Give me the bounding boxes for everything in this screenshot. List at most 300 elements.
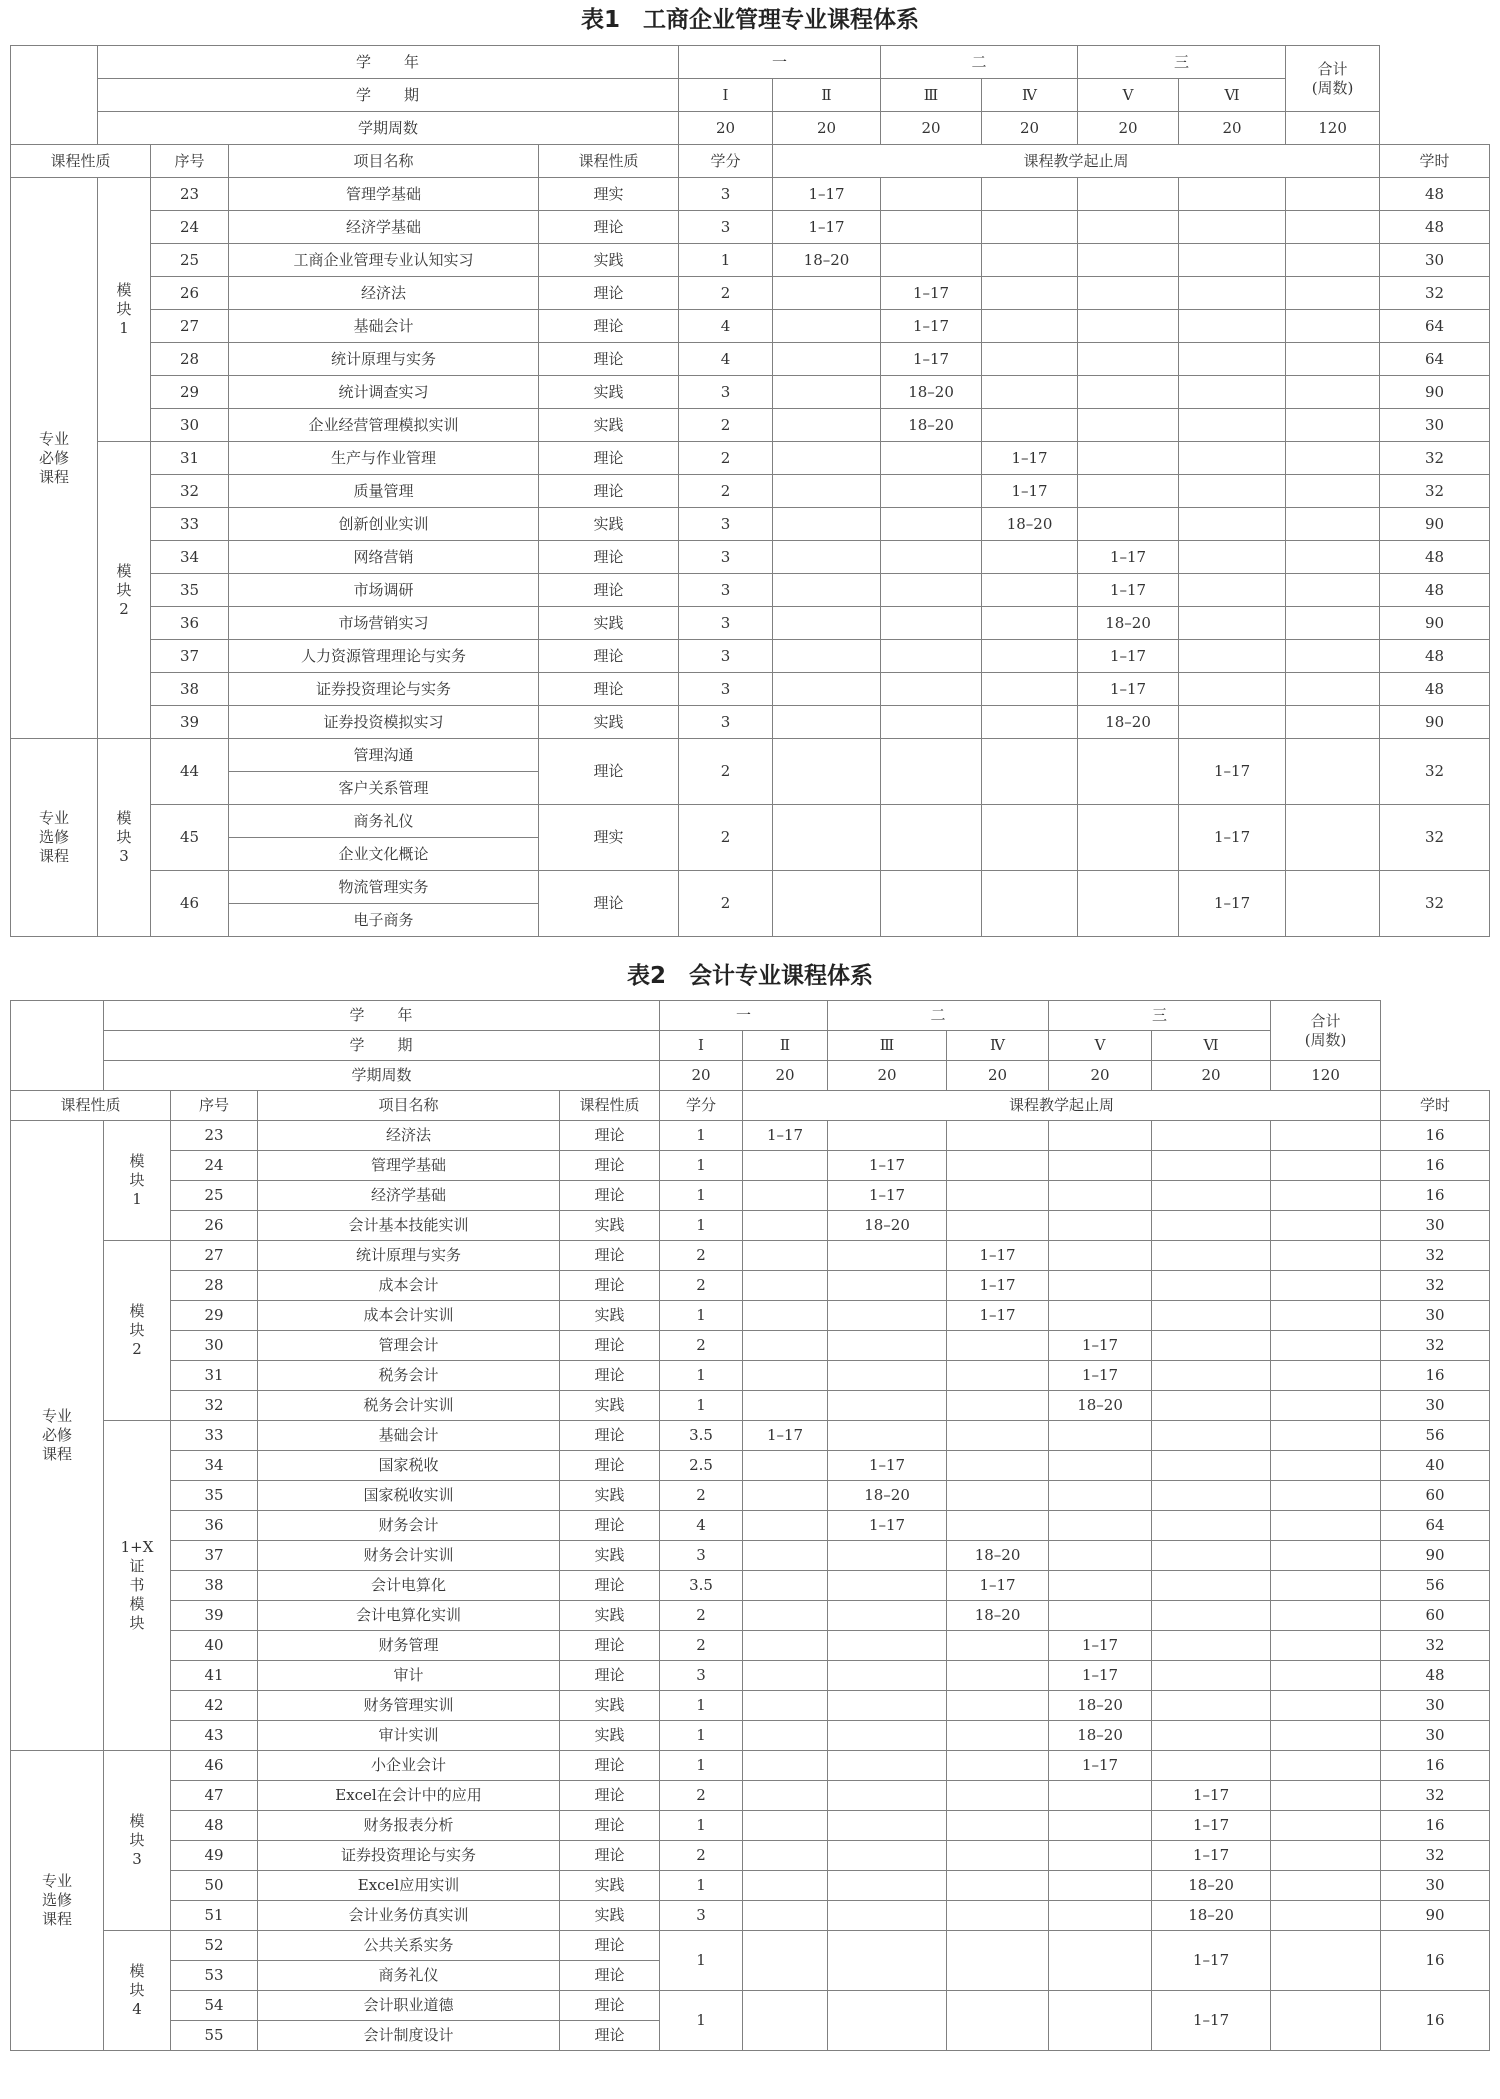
term-4: Ⅳ (947, 1031, 1049, 1061)
term-weeks-2: 20 (773, 112, 881, 145)
teaching-weeks: 18–20 (947, 1541, 1049, 1571)
course-type: 实践 (539, 508, 679, 541)
course-type: 理论 (560, 1511, 660, 1541)
empty-term-cell (881, 508, 982, 541)
empty-term-cell (1286, 607, 1380, 640)
teaching-weeks: 18–20 (1049, 1721, 1152, 1751)
course-credit: 2 (660, 1841, 743, 1871)
course-credit: 2 (660, 1271, 743, 1301)
empty-term-cell (743, 1151, 828, 1181)
empty-term-cell (947, 1511, 1049, 1541)
course-row (11, 1421, 1490, 1451)
empty-term-cell (1271, 1121, 1381, 1151)
empty-term-cell (1078, 508, 1179, 541)
empty-term-cell (773, 376, 881, 409)
teaching-weeks: 1–17 (1078, 541, 1179, 574)
empty-term-cell (1271, 1841, 1381, 1871)
course-hours: 16 (1381, 1811, 1490, 1841)
course-row (11, 1691, 1490, 1721)
empty-term-cell (881, 673, 982, 706)
empty-term-cell (773, 310, 881, 343)
empty-term-cell (773, 805, 881, 871)
course-category-line: 选修 (41, 1891, 72, 1909)
course-credit: 1 (660, 1691, 743, 1721)
empty-term-cell (828, 1871, 947, 1901)
col-name: 项目名称 (229, 145, 539, 178)
empty-term-cell (828, 1301, 947, 1331)
course-row (11, 1361, 1490, 1391)
course-credit: 3 (679, 640, 773, 673)
empty-term-cell (947, 1331, 1049, 1361)
teaching-weeks: 1–17 (947, 1571, 1049, 1601)
teaching-weeks: 1–17 (947, 1241, 1049, 1271)
empty-term-cell (743, 1391, 828, 1421)
empty-term-cell (828, 1631, 947, 1661)
module-label-line: 块 (116, 580, 132, 599)
course-row (11, 211, 1490, 244)
course-row (11, 871, 1490, 904)
course-seq: 28 (151, 343, 229, 376)
course-hours: 30 (1381, 1721, 1490, 1751)
empty-term-cell (773, 640, 881, 673)
empty-term-cell (1286, 178, 1380, 211)
course-credit: 3 (660, 1901, 743, 1931)
header-row-term (11, 1031, 1490, 1061)
course-name: 基础会计 (258, 1421, 560, 1451)
empty-term-cell (1152, 1511, 1271, 1541)
course-credit: 3 (679, 508, 773, 541)
empty-term-cell (1271, 1241, 1381, 1271)
empty-term-cell (947, 1691, 1049, 1721)
header-blank-cell (11, 1001, 104, 1091)
course-seq: 40 (171, 1631, 258, 1661)
empty-term-cell (773, 871, 881, 937)
empty-term-cell (773, 706, 881, 739)
course-name: 会计基本技能实训 (258, 1211, 560, 1241)
course-hours: 30 (1381, 1871, 1490, 1901)
module-label-line: 4 (132, 2000, 142, 2018)
empty-term-cell (881, 607, 982, 640)
course-credit: 3 (679, 541, 773, 574)
total-label-line: 合计 (1317, 59, 1348, 78)
course-row (11, 1151, 1490, 1181)
course-seq: 33 (151, 508, 229, 541)
term-4: Ⅳ (982, 79, 1078, 112)
course-row (11, 1301, 1490, 1331)
col-weeks: 课程教学起止周 (743, 1091, 1381, 1121)
course-category-line: 必修 (38, 448, 69, 467)
teaching-weeks: 1–17 (1179, 739, 1286, 805)
course-hours: 64 (1381, 1511, 1490, 1541)
course-name: 小企业会计 (258, 1751, 560, 1781)
teaching-weeks: 1–17 (881, 310, 982, 343)
course-credit: 1 (660, 1121, 743, 1151)
col-type: 课程性质 (539, 145, 679, 178)
course-seq: 25 (171, 1181, 258, 1211)
course-row (11, 1811, 1490, 1841)
empty-term-cell (743, 1841, 828, 1871)
empty-term-cell (1049, 1481, 1152, 1511)
empty-term-cell (1271, 1361, 1381, 1391)
course-name: 管理学基础 (229, 178, 539, 211)
empty-term-cell (1271, 1271, 1381, 1301)
course-name: 市场营销实习 (229, 607, 539, 640)
course-type: 实践 (560, 1901, 660, 1931)
module-label-line: 证 (129, 1557, 145, 1575)
course-name: 管理学基础 (258, 1151, 560, 1181)
course-row (11, 640, 1490, 673)
course-seq: 34 (151, 541, 229, 574)
course-seq: 33 (171, 1421, 258, 1451)
course-hours: 48 (1380, 178, 1490, 211)
teaching-weeks: 1–17 (1179, 805, 1286, 871)
year-2: 二 (828, 1001, 1049, 1031)
course-seq: 37 (171, 1541, 258, 1571)
course-category-line: 专业 (38, 809, 69, 827)
course-type: 理论 (560, 1271, 660, 1301)
empty-term-cell (1286, 475, 1380, 508)
course-row (11, 1901, 1490, 1931)
course-type: 理论 (539, 442, 679, 475)
course-seq: 41 (171, 1661, 258, 1691)
empty-term-cell (773, 508, 881, 541)
empty-term-cell (1078, 343, 1179, 376)
empty-term-cell (1179, 475, 1286, 508)
empty-term-cell (982, 211, 1078, 244)
empty-term-cell (743, 1271, 828, 1301)
course-row (11, 1991, 1490, 2021)
term-6: Ⅵ (1179, 79, 1286, 112)
course-name: 基础会计 (229, 310, 539, 343)
course-credit: 1 (660, 1151, 743, 1181)
year-1: 一 (679, 46, 881, 79)
empty-term-cell (1078, 277, 1179, 310)
empty-term-cell (1286, 805, 1380, 871)
course-hours: 32 (1380, 739, 1490, 805)
empty-term-cell (1271, 1931, 1381, 1991)
course-hours: 64 (1380, 310, 1490, 343)
course-seq: 30 (171, 1331, 258, 1361)
empty-term-cell (1049, 1181, 1152, 1211)
empty-term-cell (1271, 1661, 1381, 1691)
course-type: 理实 (539, 178, 679, 211)
empty-term-cell (982, 310, 1078, 343)
course-type: 理论 (539, 211, 679, 244)
empty-term-cell (773, 673, 881, 706)
year-label: 学 年 (104, 1001, 660, 1031)
course-name: 财务管理 (258, 1631, 560, 1661)
empty-term-cell (1049, 1211, 1152, 1241)
course-hours: 40 (1381, 1451, 1490, 1481)
course-name: Excel应用实训 (258, 1871, 560, 1901)
course-seq: 31 (171, 1361, 258, 1391)
teaching-weeks: 18–20 (773, 244, 881, 277)
course-row (11, 310, 1490, 343)
course-category-line: 课程 (41, 1445, 72, 1463)
module-label-line: 模 (116, 281, 132, 299)
empty-term-cell (1179, 442, 1286, 475)
empty-term-cell (881, 475, 982, 508)
course-name: 统计原理与实务 (258, 1241, 560, 1271)
teaching-weeks: 1–17 (1049, 1661, 1152, 1691)
empty-term-cell (982, 739, 1078, 805)
empty-term-cell (743, 1331, 828, 1361)
empty-term-cell (1271, 1451, 1381, 1481)
module-label-line: 1 (119, 319, 129, 337)
empty-term-cell (828, 1241, 947, 1271)
course-credit: 3 (660, 1541, 743, 1571)
empty-term-cell (1152, 1301, 1271, 1331)
empty-term-cell (947, 1151, 1049, 1181)
empty-term-cell (1049, 1901, 1152, 1931)
course-hours: 30 (1380, 244, 1490, 277)
course-row (11, 805, 1490, 838)
term-3: Ⅲ (881, 79, 982, 112)
empty-term-cell (947, 1481, 1049, 1511)
course-type: 理论 (560, 1781, 660, 1811)
course-type: 实践 (539, 706, 679, 739)
course-name: 经济法 (258, 1121, 560, 1151)
course-row (11, 1121, 1490, 1151)
course-row (11, 706, 1490, 739)
empty-term-cell (881, 706, 982, 739)
course-credit: 1 (660, 1211, 743, 1241)
teaching-weeks: 1–17 (1049, 1331, 1152, 1361)
empty-term-cell (1286, 871, 1380, 937)
empty-term-cell (947, 1811, 1049, 1841)
year-3: 三 (1078, 46, 1286, 79)
course-credit: 2 (679, 442, 773, 475)
course-name: 财务会计实训 (258, 1541, 560, 1571)
empty-term-cell (982, 805, 1078, 871)
course-credit: 1 (660, 1181, 743, 1211)
empty-term-cell (1271, 1421, 1381, 1451)
course-seq: 35 (171, 1481, 258, 1511)
module-label-line: 1 (132, 1190, 142, 1208)
course-name: 工商企业管理专业认知实习 (229, 244, 539, 277)
course-hours: 16 (1381, 1751, 1490, 1781)
course-name: 经济学基础 (229, 211, 539, 244)
course-type: 理论 (560, 1451, 660, 1481)
course-row (11, 1601, 1490, 1631)
course-seq: 48 (171, 1811, 258, 1841)
course-type: 理论 (560, 1421, 660, 1451)
course-type: 理论 (560, 1751, 660, 1781)
course-hours: 64 (1380, 343, 1490, 376)
course-row (11, 442, 1490, 475)
teaching-weeks: 1–17 (1049, 1361, 1152, 1391)
empty-term-cell (1179, 178, 1286, 211)
term-weeks-5: 20 (1049, 1061, 1152, 1091)
teaching-weeks: 18–20 (881, 409, 982, 442)
course-name: 公共关系实务 (258, 1931, 560, 1961)
empty-term-cell (1152, 1271, 1271, 1301)
empty-term-cell (828, 1991, 947, 2051)
empty-term-cell (1049, 1121, 1152, 1151)
empty-term-cell (743, 1691, 828, 1721)
empty-term-cell (828, 1781, 947, 1811)
course-hours: 16 (1381, 1991, 1490, 2051)
course-type: 理论 (539, 277, 679, 310)
teaching-weeks: 1–17 (773, 211, 881, 244)
course-credit: 2 (679, 805, 773, 871)
module-label (104, 1751, 171, 1931)
course-name: 创新创业实训 (229, 508, 539, 541)
course-row (11, 1721, 1490, 1751)
course-name: Excel在会计中的应用 (258, 1781, 560, 1811)
empty-term-cell (1152, 1721, 1271, 1751)
empty-term-cell (1049, 1781, 1152, 1811)
course-type: 实践 (560, 1601, 660, 1631)
course-name: 证券投资理论与实务 (258, 1841, 560, 1871)
course-row (11, 541, 1490, 574)
empty-term-cell (1049, 1931, 1152, 1991)
empty-term-cell (1271, 1301, 1381, 1331)
empty-term-cell (982, 376, 1078, 409)
col-seq: 序号 (171, 1091, 258, 1121)
course-name: 网络营销 (229, 541, 539, 574)
course-hours: 30 (1381, 1691, 1490, 1721)
course-name: 会计制度设计 (258, 2021, 560, 2051)
course-type: 理论 (560, 2021, 660, 2051)
course-row (11, 673, 1490, 706)
teaching-weeks: 18–20 (881, 376, 982, 409)
term-5: Ⅴ (1078, 79, 1179, 112)
empty-term-cell (828, 1841, 947, 1871)
course-hours: 32 (1381, 1781, 1490, 1811)
course-seq: 42 (171, 1691, 258, 1721)
empty-term-cell (1286, 574, 1380, 607)
course-type: 理论 (560, 1241, 660, 1271)
course-type: 实践 (539, 244, 679, 277)
empty-term-cell (982, 607, 1078, 640)
empty-term-cell (947, 1931, 1049, 1991)
term-weeks-2: 20 (743, 1061, 828, 1091)
course-seq: 55 (171, 2021, 258, 2051)
course-credit: 2.5 (660, 1451, 743, 1481)
empty-term-cell (1271, 1391, 1381, 1421)
course-name: 税务会计实训 (258, 1391, 560, 1421)
empty-term-cell (881, 211, 982, 244)
term-5: Ⅴ (1049, 1031, 1152, 1061)
empty-term-cell (1152, 1151, 1271, 1181)
header-row-year (11, 46, 1490, 79)
empty-term-cell (982, 343, 1078, 376)
empty-term-cell (828, 1691, 947, 1721)
empty-term-cell (743, 1541, 828, 1571)
course-type: 理论 (560, 1811, 660, 1841)
empty-term-cell (743, 1811, 828, 1841)
weeks-label: 学期周数 (104, 1061, 660, 1091)
course-seq: 44 (151, 739, 229, 805)
course-hours: 32 (1381, 1271, 1490, 1301)
course-hours: 32 (1380, 442, 1490, 475)
course-row (11, 508, 1490, 541)
course-hours: 16 (1381, 1931, 1490, 1991)
term-weeks-1: 20 (660, 1061, 743, 1091)
empty-term-cell (1179, 343, 1286, 376)
total-label-line: (周数) (1304, 1030, 1347, 1049)
empty-term-cell (1152, 1181, 1271, 1211)
course-row (11, 1631, 1490, 1661)
empty-term-cell (743, 1661, 828, 1691)
teaching-weeks: 1–17 (1049, 1631, 1152, 1661)
column-header-row (11, 145, 1490, 178)
empty-term-cell (1271, 1691, 1381, 1721)
empty-term-cell (743, 1451, 828, 1481)
course-type: 理论 (560, 1931, 660, 1961)
term-2: Ⅱ (773, 79, 881, 112)
course-seq: 37 (151, 640, 229, 673)
teaching-weeks: 18–20 (1078, 706, 1179, 739)
course-seq: 36 (171, 1511, 258, 1541)
teaching-weeks: 1–17 (1078, 574, 1179, 607)
empty-term-cell (1152, 1541, 1271, 1571)
empty-term-cell (828, 1661, 947, 1691)
course-category-line: 专业 (41, 1407, 72, 1425)
course-credit: 1 (660, 1301, 743, 1331)
course-hours: 16 (1381, 1121, 1490, 1151)
course-row (11, 1211, 1490, 1241)
empty-term-cell (982, 277, 1078, 310)
course-row (11, 1451, 1490, 1481)
course-type: 理论 (560, 1121, 660, 1151)
col-hours: 学时 (1381, 1091, 1490, 1121)
empty-term-cell (828, 1811, 947, 1841)
course-row (11, 1931, 1490, 1961)
course-seq: 23 (151, 178, 229, 211)
empty-term-cell (947, 1211, 1049, 1241)
course-row (11, 1391, 1490, 1421)
course-credit: 1 (660, 1931, 743, 1991)
course-category-line: 必修 (41, 1426, 72, 1444)
course-type: 理论 (560, 1571, 660, 1601)
empty-term-cell (773, 475, 881, 508)
module-label-line: 模 (116, 809, 132, 827)
empty-term-cell (1078, 475, 1179, 508)
weeks-label: 学期周数 (98, 112, 679, 145)
module-label (104, 1931, 171, 2051)
course-hours: 32 (1380, 871, 1490, 937)
course-credit: 3 (679, 574, 773, 607)
course-hours: 32 (1380, 277, 1490, 310)
empty-term-cell (881, 178, 982, 211)
course-type: 实践 (560, 1481, 660, 1511)
term-3: Ⅲ (828, 1031, 947, 1061)
module-label-line: 3 (132, 1850, 142, 1868)
empty-term-cell (743, 1991, 828, 2051)
course-name: 国家税收实训 (258, 1481, 560, 1511)
module-label (98, 442, 151, 739)
empty-term-cell (1152, 1661, 1271, 1691)
course-hours: 30 (1381, 1391, 1490, 1421)
header-row-weeks (11, 112, 1490, 145)
empty-term-cell (1152, 1331, 1271, 1361)
col-hours: 学时 (1380, 145, 1490, 178)
module-label (104, 1121, 171, 1241)
empty-term-cell (773, 739, 881, 805)
course-hours: 32 (1380, 475, 1490, 508)
course-name: 物流管理实务 (229, 871, 539, 904)
empty-term-cell (828, 1391, 947, 1421)
course-row (11, 475, 1490, 508)
course-type: 理论 (539, 475, 679, 508)
empty-term-cell (1049, 1841, 1152, 1871)
course-type: 理论 (560, 1181, 660, 1211)
teaching-weeks: 1–17 (1152, 1931, 1271, 1991)
empty-term-cell (1179, 244, 1286, 277)
empty-term-cell (828, 1721, 947, 1751)
